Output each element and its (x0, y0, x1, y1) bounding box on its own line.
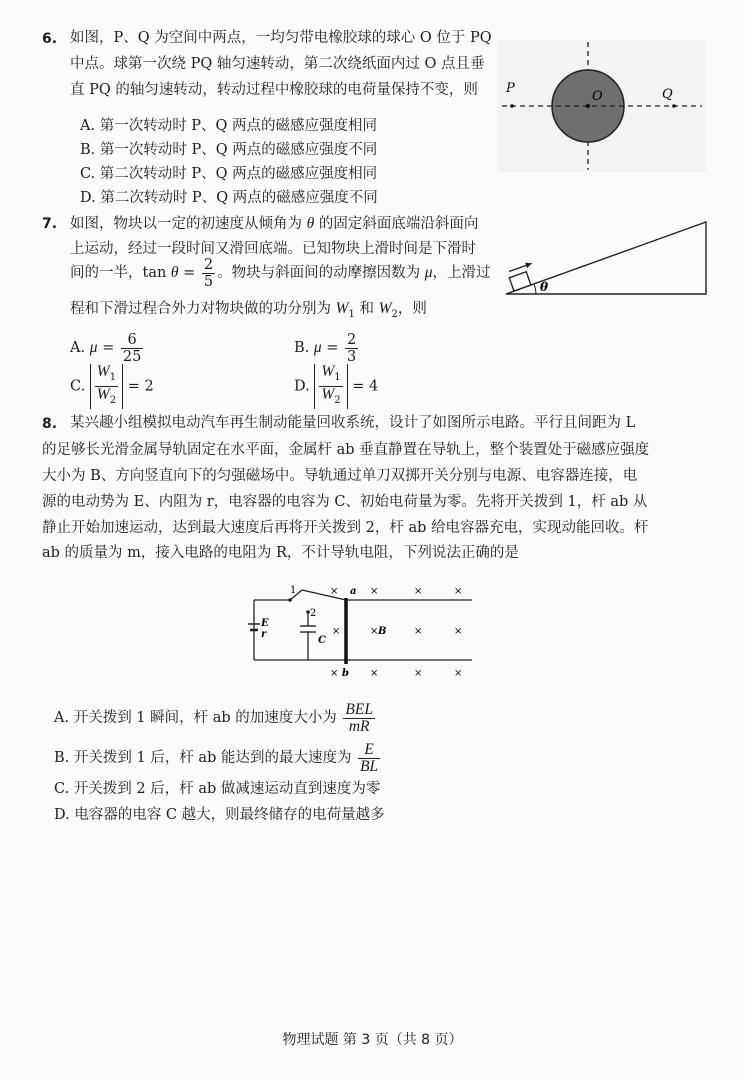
denominator: 3 (347, 348, 357, 365)
q7-text: 的固定斜面底端沿斜面向 (318, 216, 479, 232)
equals-sign: = (326, 340, 339, 356)
option-a-fraction (121, 332, 143, 365)
q8-number: 8. (42, 416, 58, 432)
w-subscript: 2 (334, 394, 341, 406)
angle-arc (534, 284, 536, 294)
w-subscript: 2 (391, 308, 398, 320)
w-ratio (319, 364, 342, 409)
option-label: A. (70, 340, 86, 356)
denominator: 25 (122, 348, 142, 365)
q8-option-c: C. 开关拨到 2 后，杆 ab 做减速运动直到速度为零 (54, 781, 381, 797)
w-symbol: W (321, 363, 335, 380)
numerator: 6 (121, 332, 143, 349)
label-r: r (261, 629, 267, 640)
w-symbol: W (378, 300, 392, 317)
q7-line-2: 上运动，经过一段时间又滑回底端。已知物块上滑时间是下滑时 (70, 241, 476, 257)
w-symbol: W (335, 300, 349, 317)
block (506, 261, 538, 291)
point-p-dot (510, 104, 514, 108)
q8-line-2: 的足够长光滑金属导轨固定在水平面，金属杆 ab 垂直静置在导轨上，整个装置处于磁感应强度 (42, 442, 650, 458)
theta-symbol: θ (306, 215, 315, 232)
option-label: C. (70, 378, 86, 395)
label-p: P (506, 81, 515, 96)
field-cross-icon: × (370, 586, 379, 597)
field-cross-icon: × (370, 668, 379, 678)
q8-option-a (54, 700, 377, 736)
equals-sign: = (183, 265, 196, 281)
q8-line-3: 大小为 B、方向竖直向下的匀强磁场中。导轨通过单刀双掷开关分别与电源、电容器连接，电 (42, 468, 638, 484)
w-subscript: 1 (348, 308, 355, 320)
numerator: E (358, 742, 380, 759)
q6-stem-line: 直 PQ 的轴匀速转动，转动过程中橡胶球的电荷量保持不变，则 (70, 82, 478, 98)
option-value: = 4 (352, 378, 379, 395)
tan-numerator: 2 (203, 256, 214, 273)
q8-circuit-figure (246, 580, 476, 678)
field-cross-icon: × (454, 626, 463, 637)
q7-text: 间的一半，tan (70, 265, 167, 281)
switch-arm (302, 590, 346, 600)
q6-number: 6. (42, 31, 58, 47)
w-symbol: W (321, 385, 335, 403)
q8-option-b (54, 740, 382, 776)
q8-line-1: 某兴趣小组模拟电动汽车再生制动能量回收系统，设计了如图所示电路。平行且间距为 L (70, 415, 636, 431)
option-text: B. 开关拨到 1 后，杆 ab 能达到的最大速度为 (54, 750, 352, 766)
field-cross-icon: × (330, 586, 339, 597)
option-b-fraction (345, 332, 358, 365)
field-cross-icon: × (370, 626, 379, 637)
q7-text: ，则 (397, 301, 427, 317)
option-label: B. (294, 340, 310, 356)
q7-option-b (294, 330, 360, 366)
option-a-fraction (343, 702, 375, 735)
angle-label: θ (540, 280, 549, 294)
page-footer: 物理试题 第 3 页（共 8 页） (282, 1032, 463, 1048)
q8-line-6: ab 的质量为 m，接入电路的电阻为 R，不计导轨电阻，下列说法正确的是 (42, 545, 519, 561)
field-cross-icon: × (414, 586, 423, 597)
field-cross-icon: × (414, 668, 423, 678)
q8-line-4: 源的电动势为 E、内阻为 r，电容器的电容为 C、初始电荷量为零。先将开关拨到 1，杆 ab 从 (42, 494, 648, 510)
switch-label-1: 1 (290, 585, 297, 596)
numerator: BEL (345, 700, 373, 718)
numerator: 2 (347, 331, 357, 348)
q7-option-c (70, 364, 154, 409)
incline (506, 222, 706, 294)
arrow-head-icon (525, 261, 533, 269)
block-rect (509, 272, 531, 291)
q7-line-3 (70, 255, 491, 291)
option-label: D. (294, 378, 310, 395)
q7-text: 程和下滑过程合外力对物块做的功分别为 (70, 301, 331, 317)
abs-value (314, 364, 347, 409)
label-o: O (592, 89, 603, 104)
q6-stem-line: 如图，P、Q 为空间中两点，一均匀带电橡胶球的球心 O 位于 PQ (70, 30, 492, 46)
q7-figure (500, 214, 710, 300)
denominator: BL (360, 757, 379, 775)
w-subscript: 1 (109, 371, 117, 383)
tan-fraction (202, 257, 215, 290)
q6-option-c: C. 第二次转动时 P、Q 两点的磁感应强度相同 (80, 166, 378, 182)
q7-number: 7. (42, 216, 58, 232)
field-cross-icon: × (330, 668, 339, 678)
q6-option-a: A. 第一次转动时 P、Q 两点的磁感应强度相同 (80, 118, 378, 134)
label-c: C (318, 635, 326, 646)
option-text: A. 开关拨到 1 瞬间，杆 ab 的加速度大小为 (54, 710, 337, 726)
label-a: a (350, 586, 357, 597)
option-value: = 2 (127, 378, 154, 395)
w-symbol: W (96, 385, 110, 403)
label-b: b (342, 668, 349, 678)
q6-figure (498, 40, 706, 172)
q7-text: 和 (359, 301, 375, 317)
label-b-field: B (378, 626, 387, 637)
label-q: Q (662, 87, 673, 102)
q6-stem (70, 26, 492, 51)
field-cross-icon: × (454, 586, 463, 597)
q7-line-1 (70, 211, 478, 237)
field-cross-icon: × (414, 626, 423, 637)
q6-stem-2 (70, 52, 484, 77)
mu-symbol: μ (424, 264, 433, 281)
tan-denominator: 5 (203, 273, 214, 290)
q6-stem-line: 中点。球第一次绕 PQ 轴匀速转动，第二次绕纸面内过 O 点且垂 (70, 56, 485, 72)
option-b-fraction (358, 742, 380, 775)
mu-symbol: μ (89, 339, 98, 356)
field-cross-icon: × (332, 626, 341, 637)
q7-option-d (294, 364, 378, 409)
w-subscript: 2 (109, 394, 117, 406)
w-subscript: 1 (334, 371, 341, 383)
abs-value (90, 364, 123, 409)
w-symbol: W (96, 363, 110, 380)
q6-stem-3 (70, 78, 478, 103)
point-q-dot (672, 104, 676, 108)
q7-text: ，上滑过 (432, 265, 491, 281)
label-e: E (261, 618, 269, 629)
q7-text: 。物块与斜面间的动摩擦因数为 (217, 265, 421, 281)
q8-line-5: 静止开始加速运动，达到最大速度后再将开关拨到 2，杆 ab 给电容器充电，实现动能回收。杆 (42, 520, 649, 536)
mu-symbol: μ (313, 339, 322, 356)
q6-option-d: D. 第二次转动时 P、Q 两点的磁感应强度不同 (80, 190, 378, 206)
q6-option-b: B. 第一次转动时 P、Q 两点的磁感应强度不同 (80, 142, 378, 158)
q7-option-a (70, 330, 145, 366)
equals-sign: = (102, 340, 115, 356)
theta-symbol: θ (170, 264, 179, 281)
center-o-dot (586, 104, 590, 108)
q7-line-4 (70, 296, 427, 327)
switch-label-2: 2 (310, 608, 317, 619)
field-cross-icon: × (454, 668, 463, 678)
denominator: mR (348, 717, 370, 735)
q8-option-d: D. 电容器的电容 C 越大，则最终储存的电荷量越多 (54, 807, 385, 823)
q7-text: 如图，物块以一定的初速度从倾角为 (70, 216, 302, 232)
w-ratio (95, 364, 118, 409)
